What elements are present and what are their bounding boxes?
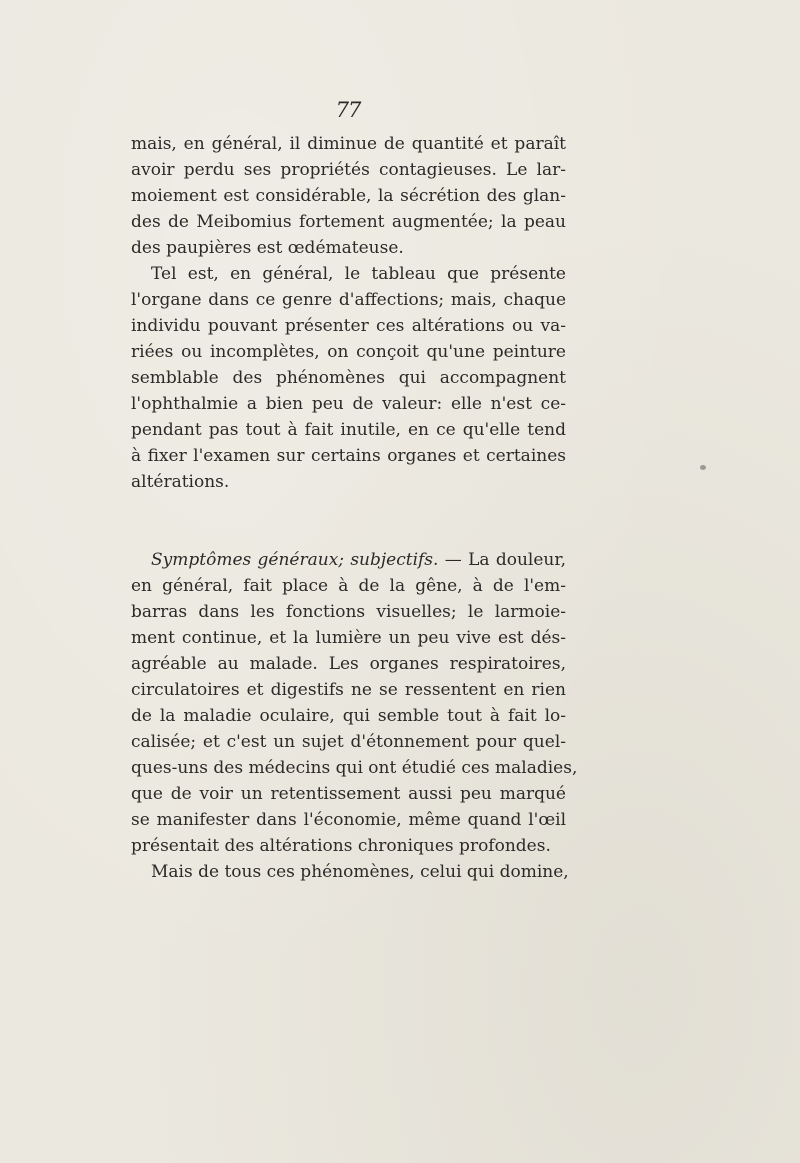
text-line: mais, en général, il diminue de quantité et paraît (131, 134, 566, 154)
paragraph (131, 261, 566, 495)
text-line: présentait des altérations chroniques profondes. (131, 836, 551, 856)
text-line: agréable au malade. Les organes respiratoires, (131, 654, 566, 674)
paragraph (131, 131, 566, 261)
paragraph (131, 859, 569, 885)
ink-spot (700, 465, 706, 470)
text-line: moiement est considérable, la sécrétion des glan- (131, 186, 566, 206)
text-line: l'ophthalmie a bien peu de valeur: elle n'est ce- (131, 394, 566, 414)
text-line: barras dans les fonctions visuelles; le larmoie- (131, 602, 566, 622)
text-line: en général, fait place à de la gêne, à de l'em- (131, 576, 566, 596)
text-line: altérations. (131, 472, 230, 492)
text-line: calisée; et c'est un sujet d'étonnement pour quel- (131, 732, 566, 752)
text-line: Mais de tous ces phénomènes, celui qui domine, (151, 862, 569, 882)
text-line: pendant pas tout à fait inutile, en ce qu'elle tend (131, 420, 566, 440)
text-line: l'organe dans ce genre d'affections; mais, chaque (131, 290, 566, 310)
text-line: des paupières est œdémateuse. (131, 238, 404, 258)
text-line: Tel est, en général, le tableau que présente (151, 264, 566, 284)
text-line: ques-uns des médecins qui ont étudié ces maladies, (131, 758, 578, 778)
text-body-bottom (131, 547, 578, 885)
text-run: — La douleur, (444, 550, 566, 570)
text-line: ment continue, et la lumière un peu vive est dés- (131, 628, 566, 648)
text-line: circulatoires et digestifs ne se ressentent en rien (131, 680, 566, 700)
text-line (131, 547, 566, 573)
text-body-top (131, 131, 566, 495)
text-line: se manifester dans l'économie, même quand l'œil (131, 810, 566, 830)
text-line: de la maladie oculaire, qui semble tout à fait lo- (131, 706, 566, 726)
paragraph (131, 547, 578, 859)
text-line: des de Meibomius fortement augmentée; la peau (131, 212, 566, 232)
text-line: que de voir un retentissement aussi peu marqué (131, 784, 566, 804)
section-heading: Symptômes généraux; subjectifs. (151, 550, 439, 570)
text-line: avoir perdu ses propriétés contagieuses. Le lar- (131, 160, 566, 180)
text-line: riées ou incomplètes, on conçoit qu'une peinture (131, 342, 566, 362)
text-line: à fixer l'examen sur certains organes et certaines (131, 446, 566, 466)
text-line: semblable des phénomènes qui accompagnent (131, 368, 566, 388)
page-number: 77 (335, 98, 361, 122)
text-line: individu pouvant présenter ces altérations ou va- (131, 316, 566, 336)
